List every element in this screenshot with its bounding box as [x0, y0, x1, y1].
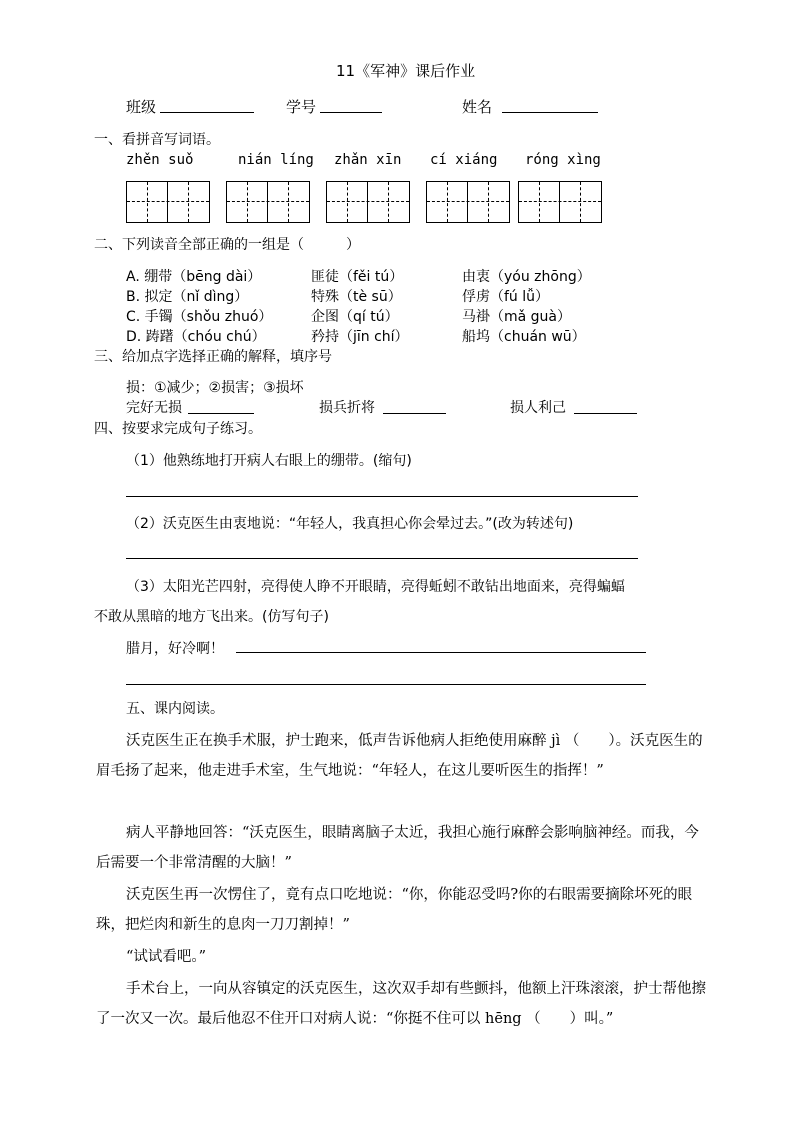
item-3-blank[interactable]: [574, 413, 637, 414]
answer-line-1[interactable]: [126, 496, 638, 497]
question-3-line2: 不敢从黑暗的地方飞出来。(仿写句子): [94, 609, 329, 625]
option-b-2: 特殊（tè sū）: [311, 289, 402, 305]
question-3-prompt: 腊月，好冷啊！: [126, 641, 224, 657]
writing-grid-3[interactable]: [326, 181, 410, 223]
question-2: （2）沃克医生由衷地说：“年轻人，我真担心你会晕过去。”(改为转述句): [126, 516, 574, 532]
option-c-1: C. 手镯（shǒu zhuó）: [126, 309, 273, 325]
answer-line-3a[interactable]: [236, 652, 646, 653]
option-d-1: D. 踌躇（chóu chú）: [126, 329, 266, 345]
class-label: 班级: [126, 98, 157, 116]
definitions: 损：①减少；②损害；③损坏: [126, 380, 304, 396]
question-1: （1）他熟练地打开病人右眼上的绷带。(缩句): [126, 453, 412, 469]
option-b-1: B. 拟定（nǐ dìng）: [126, 289, 249, 305]
reading-paragraph-4: “试试看吧。”: [126, 949, 207, 965]
pinyin-5: róng xìng: [525, 152, 601, 168]
option-a-2: 匪徒（fěi tú）: [311, 269, 404, 285]
student-number-label: 学号: [286, 98, 317, 116]
option-d-3: 船坞（chuán wū）: [462, 329, 586, 345]
question-3-line1: （3）太阳光芒四射，亮得使人睁不开眼睛，亮得蚯蚓不敢钻出地面来，亮得蝙蝠: [126, 579, 625, 595]
item-2-label: 损兵折将: [319, 400, 375, 416]
answer-line-2[interactable]: [126, 558, 638, 559]
option-c-3: 马褂（mǎ guà）: [462, 309, 572, 325]
item-2-blank[interactable]: [383, 413, 446, 414]
writing-grid-1[interactable]: [126, 181, 210, 223]
section3-heading: 三、给加点字选择正确的解释，填序号: [94, 349, 332, 365]
page-title: 11《军神》课后作业: [336, 62, 476, 80]
pinyin-2: nián líng: [238, 152, 314, 168]
reading-paragraph-3: 沃克医生再一次愣住了，竟有点口吃地说：“你，你能忍受吗?你的右眼需要摘除坏死的眼珠，把烂肉和新生的息肉一刀刀割掉！”: [96, 887, 693, 933]
section4-heading: 四、按要求完成句子练习。: [94, 421, 262, 437]
class-blank[interactable]: [160, 112, 254, 113]
pinyin-1: zhěn suǒ: [126, 152, 194, 168]
section5-heading: 五、课内阅读。: [126, 701, 224, 717]
pinyin-3: zhǎn xīn: [334, 152, 402, 168]
writing-grid-4[interactable]: [426, 181, 510, 223]
option-c-2: 企图（qí tú）: [311, 309, 399, 325]
pinyin-4: cí xiáng: [430, 152, 498, 168]
option-d-2: 矜持（jīn chí）: [311, 329, 409, 345]
student-number-blank[interactable]: [320, 112, 382, 113]
option-a-3: 由衷（yóu zhōng）: [462, 269, 591, 285]
reading-paragraph-2: 病人平静地回答：“沃克医生，眼睛离脑子太近，我担心施行麻醉会影响脑神经。而我，今后需要一个非常清醒的大脑！”: [96, 825, 699, 871]
section1-heading: 一、看拼音写词语。: [94, 132, 220, 148]
name-blank[interactable]: [502, 112, 598, 113]
option-a-1: A. 绷带（bēng dài）: [126, 269, 262, 285]
reading-paragraph-1: 沃克医生正在换手术服，护士跑来，低声告诉他病人拒绝使用麻醉 jì （ ）。沃克医生的眉毛扬了起来，他走进手术室，生气地说：“年轻人，在这儿要听医生的指挥！”: [96, 733, 703, 779]
answer-line-3b[interactable]: [126, 684, 646, 685]
item-3-label: 损人利己: [510, 400, 566, 416]
writing-grid-5[interactable]: [518, 181, 602, 223]
item-1-label: 完好无损: [126, 400, 182, 416]
reading-paragraph-5: 手术台上，一向从容镇定的沃克医生，这次双手却有些颤抖，他额上汗珠滚滚，护士帮他擦了一次又一次。最后他忍不住开口对病人说：“你挺不住可以 hēng （ ）叫。”: [96, 981, 706, 1027]
section2-heading: 二、下列读音全部正确的一组是（ ）: [94, 237, 360, 253]
writing-grid-2[interactable]: [226, 181, 310, 223]
name-label: 姓名: [462, 98, 493, 116]
item-1-blank[interactable]: [188, 413, 254, 414]
option-b-3: 俘虏（fú lǚ）: [462, 289, 550, 305]
